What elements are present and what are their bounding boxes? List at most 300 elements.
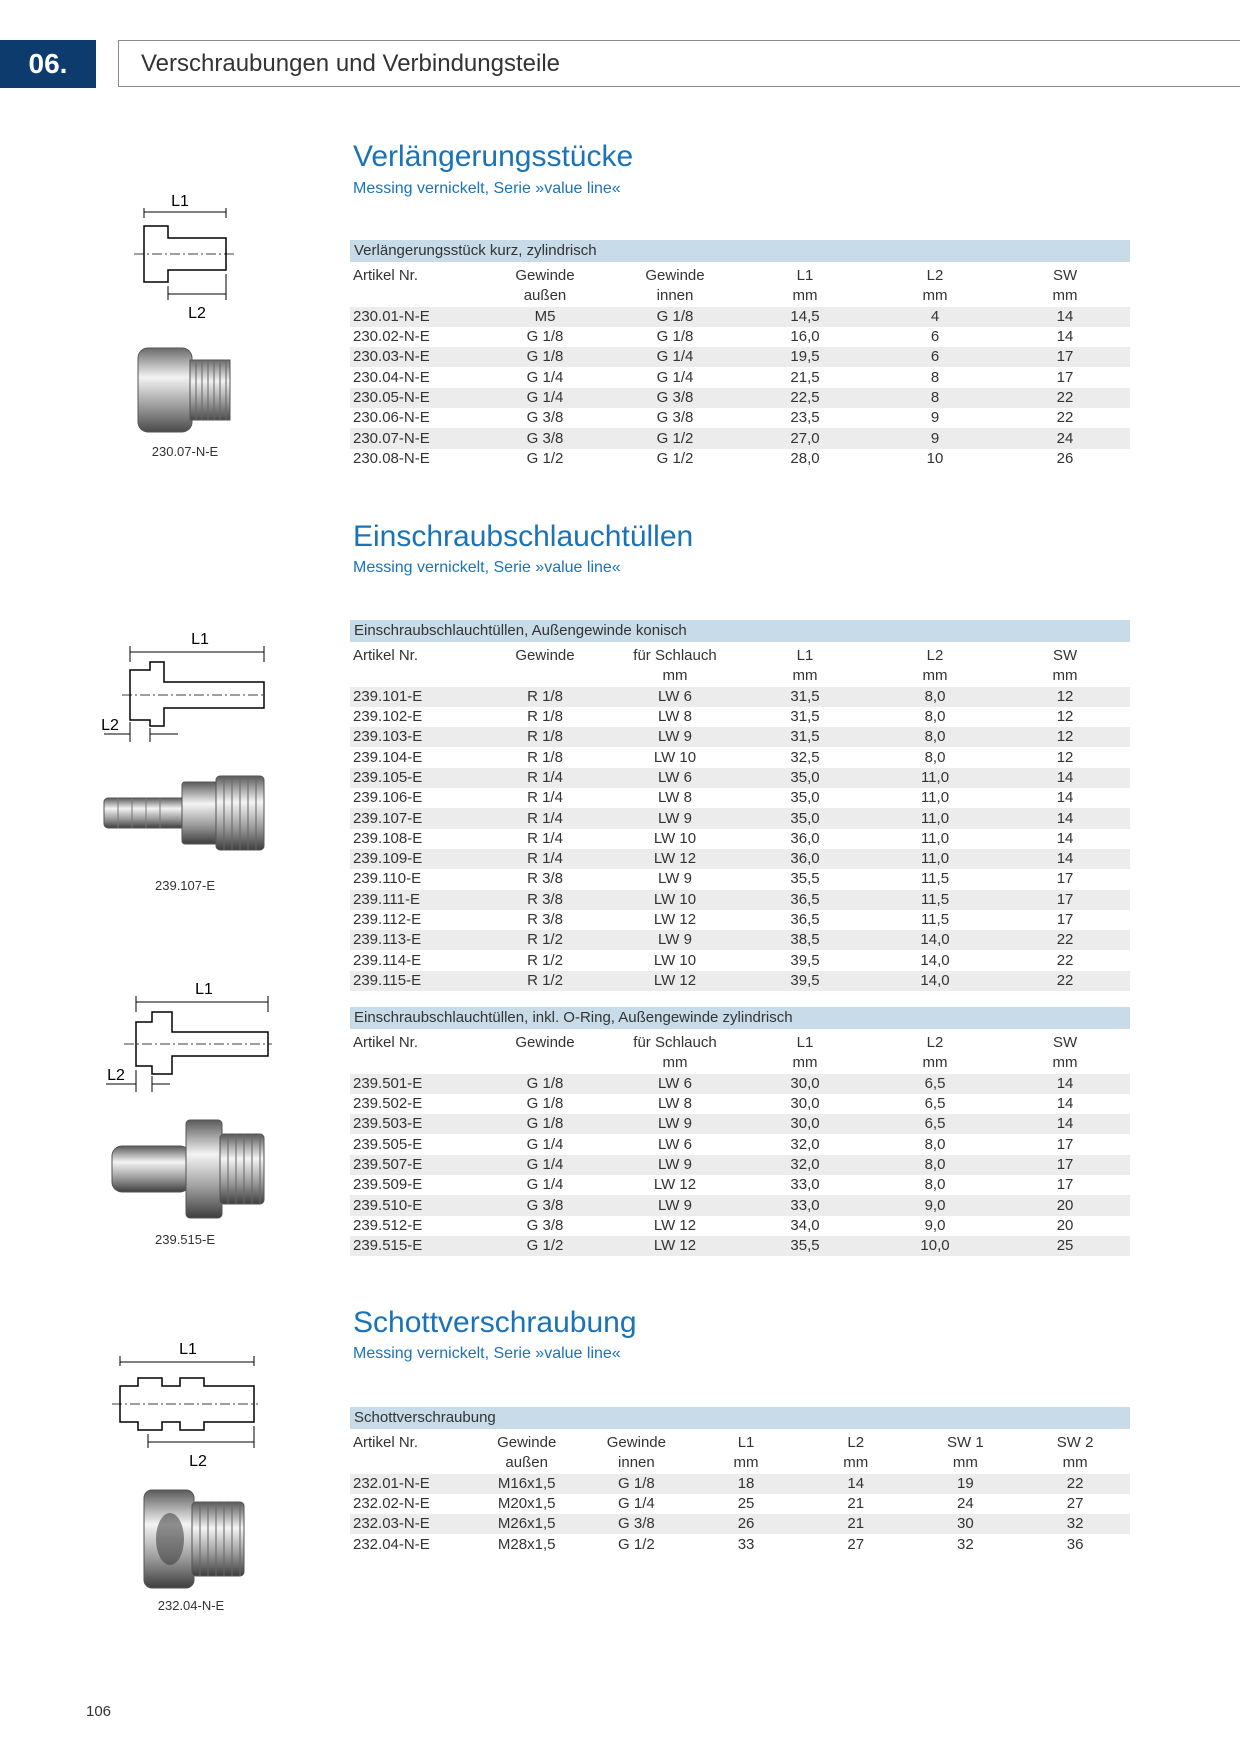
table-cell: 35,0 bbox=[740, 768, 870, 788]
table-cell: 6 bbox=[870, 347, 1000, 367]
table-caption: Einschraubschlauchtüllen, inkl. O-Ring, Außengewinde zylindrisch bbox=[350, 1007, 1130, 1029]
table-row bbox=[350, 808, 1130, 828]
table-cell: 8 bbox=[870, 388, 1000, 408]
table-cell: 18 bbox=[691, 1474, 801, 1494]
table-cell: LW 9 bbox=[610, 930, 740, 950]
article-number-cell: 239.101-E bbox=[350, 687, 480, 707]
table-cell: G 1/8 bbox=[656, 328, 694, 346]
section-title-schottverschraubung: Schottverschraubung bbox=[353, 1306, 637, 1339]
table-cell: 27,0 bbox=[740, 428, 870, 448]
product-photo-extension bbox=[130, 340, 240, 440]
section-subtitle: Messing vernickelt, Serie »value line« bbox=[353, 559, 621, 576]
table-header-row: Artikel Nr. Gewinde Gewinde L1 L2 SW bbox=[353, 267, 1078, 285]
table-cell: 32 bbox=[1020, 1514, 1130, 1534]
table-cell: G 1/4 bbox=[618, 1495, 655, 1513]
dim-label-l1: L1 bbox=[191, 631, 209, 648]
article-number-cell: 239.114-E bbox=[353, 951, 422, 969]
table-cell: R 1/2 bbox=[480, 971, 610, 991]
table-cell: 14,0 bbox=[920, 951, 950, 969]
article-number-cell: 239.505-E bbox=[353, 1135, 423, 1153]
table-cell: 12 bbox=[1056, 748, 1074, 766]
table-row bbox=[350, 388, 1130, 408]
table-cell: 11,0 bbox=[870, 768, 1000, 788]
table-cell: 36,0 bbox=[790, 829, 820, 847]
table-cell: LW 6 bbox=[610, 687, 740, 707]
table-cell: G 1/2 bbox=[656, 449, 694, 467]
table-cell: 17 bbox=[1000, 347, 1130, 367]
table-cell: 14 bbox=[801, 1474, 911, 1494]
header-bar bbox=[118, 40, 1240, 87]
table-header-unit-row: mm mm mm mm bbox=[662, 667, 1078, 685]
article-number-cell: 239.105-E bbox=[350, 768, 480, 788]
table-cell: 19 bbox=[911, 1474, 1021, 1494]
table-cell: LW 6 bbox=[658, 1135, 692, 1153]
table-header-unit-row: außen innen mm mm mm bbox=[523, 287, 1078, 305]
table-cell: 33 bbox=[737, 1535, 755, 1553]
table-cell: 8,0 bbox=[870, 1155, 1000, 1175]
table-verlaengerungsstueck bbox=[350, 240, 1130, 469]
table-cell: 21 bbox=[801, 1514, 911, 1534]
table-cell: 9 bbox=[930, 409, 940, 427]
product-photo-hose-tail-conical bbox=[100, 768, 270, 858]
table-cell: LW 9 bbox=[610, 1195, 740, 1215]
table-row bbox=[350, 1474, 1130, 1494]
table-cell: R 1/8 bbox=[527, 748, 563, 766]
article-number-cell: 230.07-N-E bbox=[350, 428, 480, 448]
table-cell: 31,5 bbox=[740, 727, 870, 747]
article-number-cell: 239.103-E bbox=[350, 727, 480, 747]
table-cell: 14 bbox=[1000, 307, 1130, 327]
article-number-cell: 230.02-N-E bbox=[353, 328, 430, 346]
table-cell: LW 8 bbox=[658, 1095, 692, 1113]
table-cell: 21 bbox=[847, 1495, 865, 1513]
table-cell: 22 bbox=[1056, 409, 1074, 427]
table-cell: 30,0 bbox=[740, 1074, 870, 1094]
article-number-cell: 232.02-N-E bbox=[353, 1495, 430, 1513]
section-subtitle: Messing vernickelt, Serie »value line« bbox=[353, 180, 621, 197]
table-cell: G 1/8 bbox=[610, 307, 740, 327]
table-schottverschraubung bbox=[350, 1407, 1130, 1555]
table-cell: 30 bbox=[911, 1514, 1021, 1534]
table-cell: LW 6 bbox=[610, 1074, 740, 1094]
table-cell: 14 bbox=[1056, 328, 1074, 346]
table-cell: M28x1,5 bbox=[497, 1535, 556, 1553]
table-cell: 35,0 bbox=[790, 789, 820, 807]
table-cell: LW 9 bbox=[610, 1155, 740, 1175]
table-cell: 4 bbox=[870, 307, 1000, 327]
table-cell: 22 bbox=[1000, 388, 1130, 408]
table-row bbox=[350, 788, 1130, 808]
table-cell: 24 bbox=[957, 1495, 974, 1513]
table-cell: 33,0 bbox=[790, 1176, 820, 1194]
dim-label-l2: L2 bbox=[101, 717, 119, 734]
table-cell: 17 bbox=[1000, 890, 1130, 910]
table-cell: G 1/8 bbox=[526, 328, 564, 346]
table-cell: R 1/2 bbox=[480, 930, 610, 950]
table-row bbox=[350, 747, 1130, 767]
article-number-cell: 239.107-E bbox=[350, 808, 480, 828]
dim-label-l2: L2 bbox=[107, 1067, 125, 1084]
table-row bbox=[350, 687, 1130, 707]
table-cell: LW 12 bbox=[610, 971, 740, 991]
table-cell: G 3/8 bbox=[480, 428, 610, 448]
table-cell: G 1/4 bbox=[480, 388, 610, 408]
table-cell: G 3/8 bbox=[656, 409, 694, 427]
table-cell: G 3/8 bbox=[610, 388, 740, 408]
table-row bbox=[350, 1074, 1130, 1094]
table-cell: 10 bbox=[926, 449, 944, 467]
table-cell: 23,5 bbox=[790, 409, 820, 427]
article-number-cell: 239.108-E bbox=[353, 829, 423, 847]
article-number-cell: 230.03-N-E bbox=[350, 347, 480, 367]
table-cell: 22 bbox=[1056, 951, 1074, 969]
article-number-cell: 239.515-E bbox=[350, 1236, 480, 1256]
article-number-cell: 230.01-N-E bbox=[350, 307, 480, 327]
table-cell: 35,5 bbox=[790, 870, 820, 888]
table-cell: 14,0 bbox=[870, 971, 1000, 991]
table-row bbox=[350, 971, 1130, 991]
table-row bbox=[350, 1155, 1130, 1175]
table-cell: 39,5 bbox=[740, 971, 870, 991]
section-title-einschraubschlauchtuellen: Einschraubschlauchtüllen bbox=[353, 520, 694, 553]
image-caption: 230.07-N-E bbox=[151, 444, 219, 459]
table-header-row: Artikel Nr. Gewinde Gewinde L1 L2 SW 1 SW 2 bbox=[353, 1434, 1094, 1452]
table-row bbox=[350, 347, 1130, 367]
table-cell: G 1/8 bbox=[582, 1474, 692, 1494]
table-cell: 36,5 bbox=[790, 911, 820, 928]
image-caption: 239.107-E bbox=[155, 878, 215, 893]
table-cell: 6,5 bbox=[870, 1074, 1000, 1094]
table-cell: R 1/4 bbox=[527, 789, 563, 807]
table-cell: G 1/4 bbox=[526, 368, 564, 386]
table-cell: G 1/8 bbox=[480, 1114, 610, 1134]
table-cell: 10,0 bbox=[870, 1236, 1000, 1256]
table-cell: R 3/8 bbox=[480, 890, 610, 910]
table-cell: 6 bbox=[930, 328, 940, 346]
article-number-cell: 239.102-E bbox=[353, 708, 423, 726]
table-cell: LW 12 bbox=[653, 1216, 697, 1234]
table-cell: 8,0 bbox=[870, 727, 1000, 747]
table-row bbox=[350, 1494, 1130, 1514]
table-cell: 25 bbox=[1000, 1236, 1130, 1256]
table-cell: 11,0 bbox=[870, 849, 1000, 869]
image-caption: 239.515-E bbox=[155, 1232, 215, 1247]
table-cell: 22,5 bbox=[740, 388, 870, 408]
table-cell: LW 10 bbox=[610, 890, 740, 910]
table-row bbox=[350, 1114, 1130, 1134]
table-cell: 34,0 bbox=[790, 1216, 820, 1234]
technical-drawing-bulkhead bbox=[108, 1336, 258, 1476]
technical-drawing-extension bbox=[130, 188, 240, 328]
table-cell: G 1/2 bbox=[610, 428, 740, 448]
table-row bbox=[350, 910, 1130, 930]
article-number-cell: 230.04-N-E bbox=[353, 368, 430, 386]
table-row bbox=[350, 707, 1130, 727]
article-number-cell: 232.03-N-E bbox=[350, 1514, 472, 1534]
table-cell: 36 bbox=[1066, 1535, 1084, 1553]
table-cell: M16x1,5 bbox=[472, 1474, 582, 1494]
table-cell: 32,0 bbox=[790, 1135, 820, 1153]
table-cell: 31,5 bbox=[790, 708, 820, 726]
table-caption: Einschraubschlauchtüllen, Außengewinde konisch bbox=[350, 620, 1130, 642]
table-row bbox=[350, 327, 1130, 347]
article-number-cell: 230.06-N-E bbox=[353, 409, 430, 427]
chapter-title: Verschraubungen und Verbindungsteile bbox=[141, 50, 560, 77]
table-cell: 12 bbox=[1000, 687, 1130, 707]
article-number-cell: 239.510-E bbox=[350, 1195, 480, 1215]
table-cell: G 1/8 bbox=[526, 1095, 564, 1113]
table-cell: 14 bbox=[1000, 849, 1130, 869]
table-row bbox=[350, 727, 1130, 747]
table-row bbox=[350, 869, 1130, 889]
article-number-cell: 239.106-E bbox=[353, 789, 423, 807]
table-cell: R 1/4 bbox=[480, 808, 610, 828]
table-cell: 8,0 bbox=[924, 748, 946, 766]
table-cell: 11,5 bbox=[870, 890, 1000, 910]
article-number-cell: 239.512-E bbox=[353, 1216, 423, 1234]
table-cell: 39,5 bbox=[790, 951, 820, 969]
product-photo-bulkhead bbox=[140, 1484, 250, 1594]
table-cell: 9 bbox=[870, 428, 1000, 448]
table-cell: 9,0 bbox=[870, 1195, 1000, 1215]
table-cell: 30,0 bbox=[790, 1095, 820, 1113]
table-row bbox=[350, 1094, 1130, 1114]
table-cell: 20 bbox=[1000, 1195, 1130, 1215]
table-caption: Verlängerungsstück kurz, zylindrisch bbox=[350, 240, 1130, 262]
table-cell: 6,5 bbox=[870, 1114, 1000, 1134]
table-cell: LW 12 bbox=[610, 849, 740, 869]
table-cell: R 3/8 bbox=[527, 911, 563, 928]
dim-label-l2: L2 bbox=[188, 305, 206, 322]
table-header-row: Artikel Nr. Gewinde für Schlauch L1 L2 SW bbox=[353, 1034, 1078, 1052]
table-row bbox=[350, 930, 1130, 950]
table-cell: 32 bbox=[957, 1535, 974, 1553]
article-number-cell: 239.113-E bbox=[350, 930, 480, 950]
table-cell: G 1/4 bbox=[526, 1135, 564, 1153]
table-cell: G 1/8 bbox=[480, 1074, 610, 1094]
table-cell: G 3/8 bbox=[582, 1514, 692, 1534]
table-cell: 8,0 bbox=[924, 708, 946, 726]
table-cell: LW 12 bbox=[610, 1236, 740, 1256]
table-einschraub-konisch bbox=[350, 620, 1130, 991]
table-cell: 8,0 bbox=[924, 1176, 946, 1194]
table-cell: G 1/4 bbox=[610, 347, 740, 367]
table-cell: LW 9 bbox=[610, 808, 740, 828]
table-row bbox=[350, 1175, 1130, 1195]
table-cell: 14 bbox=[1000, 808, 1130, 828]
table-cell: LW 10 bbox=[653, 951, 697, 969]
table-cell: LW 6 bbox=[610, 768, 740, 788]
dim-label-l2: L2 bbox=[189, 1453, 207, 1470]
table-cell: LW 12 bbox=[653, 1176, 697, 1194]
table-cell: 8,0 bbox=[924, 1135, 946, 1153]
table-cell: 17 bbox=[1056, 1176, 1074, 1194]
table-cell: 25 bbox=[737, 1495, 755, 1513]
article-number-cell: 239.509-E bbox=[353, 1176, 423, 1194]
table-cell: 24 bbox=[1000, 428, 1130, 448]
table-cell: 35,5 bbox=[740, 1236, 870, 1256]
table-cell: 6,5 bbox=[924, 1095, 946, 1113]
table-cell: G 3/8 bbox=[526, 1216, 564, 1234]
dim-label-l1: L1 bbox=[171, 193, 189, 210]
article-number-cell: 239.507-E bbox=[350, 1155, 480, 1175]
table-cell: 14,5 bbox=[740, 307, 870, 327]
page-number: 106 bbox=[86, 1703, 112, 1720]
table-cell: 33,0 bbox=[740, 1195, 870, 1215]
table-cell: LW 9 bbox=[658, 870, 692, 888]
table-cell: 22 bbox=[1000, 930, 1130, 950]
article-number-cell: 239.111-E bbox=[350, 890, 480, 910]
table-cell: 14 bbox=[1000, 1114, 1130, 1134]
table-row bbox=[350, 1134, 1130, 1154]
table-cell: G 3/8 bbox=[480, 1195, 610, 1215]
table-row bbox=[350, 890, 1130, 910]
table-cell: 12 bbox=[1056, 708, 1074, 726]
table-cell: 11,0 bbox=[870, 808, 1000, 828]
table-cell: 30,0 bbox=[740, 1114, 870, 1134]
chapter-number: 06. bbox=[0, 40, 96, 88]
table-cell: 17 bbox=[1056, 1135, 1074, 1153]
table-cell: M26x1,5 bbox=[472, 1514, 582, 1534]
table-cell: 14 bbox=[1056, 829, 1074, 847]
table-row bbox=[350, 449, 1130, 469]
table-cell: 11,5 bbox=[920, 911, 950, 928]
table-cell: 38,5 bbox=[740, 930, 870, 950]
table-cell: 9,0 bbox=[924, 1216, 946, 1234]
table-cell: 11,0 bbox=[920, 829, 950, 847]
table-row bbox=[350, 1195, 1130, 1215]
table-cell: 12 bbox=[1000, 727, 1130, 747]
table-cell: G 3/8 bbox=[526, 409, 564, 427]
table-cell: 27 bbox=[847, 1535, 865, 1553]
table-cell: G 1/4 bbox=[526, 1176, 564, 1194]
table-cell: G 1/4 bbox=[480, 1155, 610, 1175]
image-caption: 232.04-N-E bbox=[157, 1598, 225, 1613]
section-subtitle: Messing vernickelt, Serie »value line« bbox=[353, 1345, 621, 1362]
dim-label-l1: L1 bbox=[195, 981, 213, 998]
article-number-cell: 239.112-E bbox=[353, 911, 422, 928]
table-cell: R 3/8 bbox=[527, 870, 563, 888]
article-number-cell: 239.502-E bbox=[353, 1095, 423, 1113]
table-cell: G 1/2 bbox=[480, 1236, 610, 1256]
table-cell: R 1/4 bbox=[527, 829, 563, 847]
table-einschraub-zylindrisch bbox=[350, 1007, 1130, 1256]
table-cell: 32,0 bbox=[740, 1155, 870, 1175]
article-number-cell: 230.08-N-E bbox=[353, 449, 430, 467]
table-cell: 20 bbox=[1056, 1216, 1074, 1234]
table-row bbox=[350, 307, 1130, 327]
table-cell: 17 bbox=[1000, 1155, 1130, 1175]
table-header-row: Artikel Nr. Gewinde für Schlauch L1 L2 SW bbox=[353, 647, 1078, 665]
article-number-cell: 232.04-N-E bbox=[353, 1535, 430, 1553]
dim-label-l1: L1 bbox=[179, 1341, 197, 1358]
technical-drawing-hose-tail-cylindrical bbox=[100, 976, 275, 1096]
table-cell: 22 bbox=[1000, 971, 1130, 991]
table-cell: R 1/8 bbox=[480, 687, 610, 707]
table-row bbox=[350, 367, 1130, 387]
table-cell: R 1/8 bbox=[527, 708, 563, 726]
table-cell: LW 9 bbox=[610, 1114, 740, 1134]
table-cell: LW 10 bbox=[653, 748, 697, 766]
table-caption: Schottverschraubung bbox=[350, 1407, 1130, 1429]
table-cell: 36,5 bbox=[740, 890, 870, 910]
table-cell: G 1/2 bbox=[618, 1535, 655, 1553]
table-row bbox=[350, 408, 1130, 428]
product-photo-hose-tail-cylindrical bbox=[108, 1114, 268, 1224]
table-cell: 32,5 bbox=[790, 748, 820, 766]
table-row bbox=[350, 950, 1130, 970]
table-cell: 14 bbox=[1000, 768, 1130, 788]
table-row bbox=[350, 849, 1130, 869]
table-cell: 11,5 bbox=[920, 870, 950, 888]
table-cell: R 1/4 bbox=[480, 768, 610, 788]
table-cell: 16,0 bbox=[790, 328, 820, 346]
table-cell: LW 9 bbox=[610, 727, 740, 747]
table-cell: G 1/8 bbox=[480, 347, 610, 367]
table-row bbox=[350, 768, 1130, 788]
table-cell: G 1/2 bbox=[526, 449, 564, 467]
table-cell: 21,5 bbox=[790, 368, 820, 386]
table-row bbox=[350, 829, 1130, 849]
table-cell: 17 bbox=[1056, 368, 1074, 386]
table-cell: 31,5 bbox=[740, 687, 870, 707]
table-cell: LW 12 bbox=[653, 911, 697, 928]
table-cell: 26 bbox=[1056, 449, 1074, 467]
table-cell: 27 bbox=[1066, 1495, 1084, 1513]
table-cell: R 1/2 bbox=[527, 951, 563, 969]
table-cell: 28,0 bbox=[790, 449, 820, 467]
section-title-verlaengerungsstuecke: Verlängerungsstücke bbox=[353, 140, 634, 173]
technical-drawing-hose-tail-conical bbox=[98, 626, 268, 746]
table-cell: M20x1,5 bbox=[497, 1495, 556, 1513]
table-cell: R 1/4 bbox=[480, 849, 610, 869]
article-number-cell: 239.115-E bbox=[350, 971, 480, 991]
article-number-cell: 232.01-N-E bbox=[350, 1474, 472, 1494]
article-number-cell: 239.104-E bbox=[353, 748, 423, 766]
article-number-cell: 239.501-E bbox=[350, 1074, 480, 1094]
table-cell: G 1/4 bbox=[656, 368, 694, 386]
table-cell: 17 bbox=[1056, 870, 1074, 888]
article-number-cell: 239.110-E bbox=[353, 870, 422, 888]
table-cell: 8 bbox=[930, 368, 940, 386]
table-cell: 26 bbox=[691, 1514, 801, 1534]
table-cell: 14 bbox=[1056, 1095, 1074, 1113]
article-number-cell: 239.503-E bbox=[350, 1114, 480, 1134]
table-cell: 17 bbox=[1056, 911, 1074, 928]
table-cell: 36,0 bbox=[740, 849, 870, 869]
article-number-cell: 230.05-N-E bbox=[350, 388, 480, 408]
article-number-cell: 239.109-E bbox=[350, 849, 480, 869]
table-cell: LW 8 bbox=[658, 708, 692, 726]
table-cell: R 1/8 bbox=[480, 727, 610, 747]
table-row bbox=[350, 1216, 1130, 1236]
table-cell: 14 bbox=[1000, 1074, 1130, 1094]
table-cell: 35,0 bbox=[740, 808, 870, 828]
table-cell: LW 10 bbox=[653, 829, 697, 847]
table-row bbox=[350, 1534, 1130, 1554]
table-cell: 14,0 bbox=[870, 930, 1000, 950]
table-header-unit-row: mm mm mm mm bbox=[662, 1054, 1078, 1072]
table-row bbox=[350, 1514, 1130, 1534]
table-row bbox=[350, 1236, 1130, 1256]
table-cell: 14 bbox=[1056, 789, 1074, 807]
table-cell: 8,0 bbox=[870, 687, 1000, 707]
table-cell: M5 bbox=[480, 307, 610, 327]
table-header-unit-row: außen innen mm mm mm mm bbox=[505, 1454, 1088, 1472]
table-row bbox=[350, 428, 1130, 448]
table-cell: 11,0 bbox=[920, 789, 950, 807]
table-cell: 22 bbox=[1020, 1474, 1130, 1494]
